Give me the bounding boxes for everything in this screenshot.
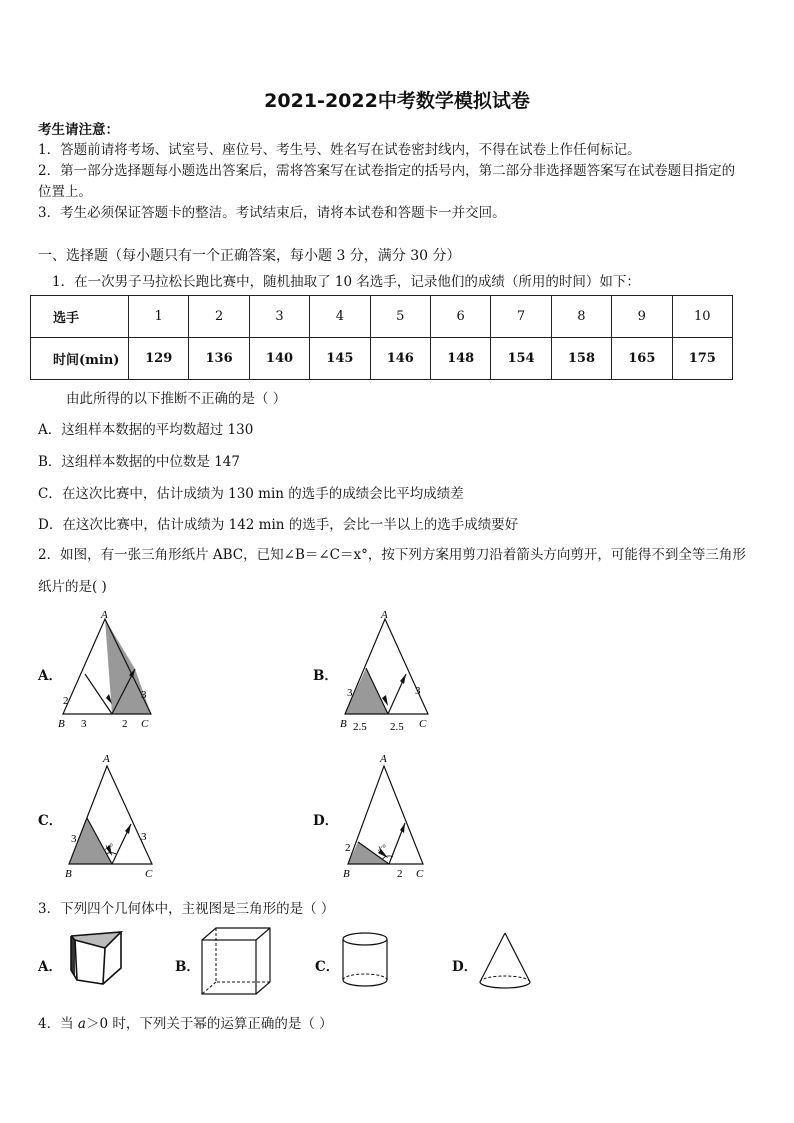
table-cell: 140: [249, 338, 309, 380]
q4-stem: [38, 1012, 333, 1032]
q2-figure-c: [55, 750, 165, 882]
notice-item-2-cont: 位置上。: [38, 184, 92, 200]
table-cell: 148: [430, 338, 490, 380]
length-label: 3: [141, 831, 147, 843]
table-cell: 165: [612, 338, 672, 380]
length-label: 3: [141, 689, 147, 701]
vertex-a-label: A: [101, 609, 108, 621]
table-cell: 175: [672, 338, 732, 380]
table-cell: 6: [430, 296, 490, 338]
angle-label: x°: [378, 843, 386, 853]
length-label: 2: [63, 695, 69, 707]
q1-option-a: A．这组样本数据的平均数超过 130: [38, 422, 254, 438]
table-cell: 8: [551, 296, 611, 338]
table-row: [31, 338, 733, 380]
table-cell: 3: [249, 296, 309, 338]
section-heading: 一、选择题（每小题只有一个正确答案，每小题 3 分，满分 30 分）: [38, 248, 461, 264]
table-cell: 5: [370, 296, 430, 338]
notice-item-2: 2．第一部分选择题每小题选出答案后，需将答案写在试卷指定的括号内，第二部分非选择题答案写在试卷题目指定的: [38, 163, 736, 179]
vertex-b-label: B: [343, 868, 350, 880]
length-label: 2: [122, 718, 128, 730]
vertex-c-label: C: [416, 868, 424, 880]
length-label: 3: [415, 685, 421, 697]
table-cell: 136: [189, 338, 249, 380]
length-label: 3: [81, 718, 87, 730]
table-header-cell: 时间(min): [31, 338, 129, 380]
q2-option-c-label: C．: [38, 813, 63, 829]
length-label: 2: [397, 868, 403, 880]
table-cell: 4: [310, 296, 370, 338]
notice-item-1: 1．答题前请将考场、试室号、座位号、考生号、姓名写在试卷密封线内，不得在试卷上作任何标记。: [38, 142, 641, 158]
notice-item-3: 3．考生必须保证答题卡的整洁。考试结束后，请将本试卷和答题卡一并交回。: [38, 205, 506, 221]
q2-figure-d: [338, 750, 448, 882]
length-label: 3: [71, 833, 77, 845]
q2-figure-b: [338, 606, 448, 741]
vertex-c-label: C: [145, 868, 153, 880]
vertex-c-label: C: [419, 718, 427, 730]
q3-option-b-label: B．: [175, 959, 200, 975]
vertex-b-label: B: [58, 718, 65, 730]
table-row: [31, 296, 733, 338]
table-cell: 2: [189, 296, 249, 338]
q3-option-a-label: A．: [38, 959, 62, 975]
length-label: 2.5: [353, 721, 367, 733]
table-cell: 7: [491, 296, 551, 338]
vertex-a-label: A: [380, 753, 387, 765]
vertex-b-label: B: [65, 868, 72, 880]
q1-stem: 1．在一次男子马拉松长跑比赛中，随机抽取了 10 名选手，记录他们的成绩（所用的时间）如下：: [52, 274, 640, 290]
table-cell: 10: [672, 296, 732, 338]
q3-option-d-label: D．: [452, 959, 478, 975]
q1-option-c: C．在这次比赛中，估计成绩为 130 min 的选手的成绩会比平均成绩差: [38, 486, 464, 502]
table-cell: 9: [612, 296, 672, 338]
q3-option-c-label: C．: [315, 959, 340, 975]
q3-prism-figure: [65, 928, 135, 990]
table-cell: 158: [551, 338, 611, 380]
q1-option-d: D．在这次比赛中，估计成绩为 142 min 的选手，会比一半以上的选手成绩要好: [38, 517, 519, 533]
q2-option-a-label: A．: [38, 668, 62, 684]
table-header-cell: 选手: [31, 296, 129, 338]
page-title: 2021-2022中考数学模拟试卷: [264, 90, 530, 112]
q2-stem-line2: 纸片的是( ): [38, 579, 107, 595]
table-cell: 129: [129, 338, 189, 380]
q3-cone-figure: [475, 930, 537, 992]
vertex-a-label: A: [381, 609, 388, 621]
notice-heading: 考生请注意：: [38, 122, 119, 138]
length-label: 3: [347, 687, 353, 699]
length-label: 2: [345, 842, 351, 854]
q2-stem-line1: 2．如图，有一张三角形纸片 ABC，已知∠B＝∠C＝x°，按下列方案用剪刀沿着箭头方向剪开，可能得不到全等三角形: [38, 547, 746, 563]
table-cell: 146: [370, 338, 430, 380]
vertex-c-label: C: [141, 718, 149, 730]
q2-figure-a: [55, 606, 165, 736]
q2-option-d-label: D．: [313, 813, 339, 829]
q3-stem: 3．下列四个几何体中，主视图是三角形的是（ ）: [38, 901, 335, 917]
q2-option-b-label: B．: [313, 668, 338, 684]
q4-stem-prefix: 4．当: [38, 1016, 78, 1032]
q4-stem-suffix: ＞0 时，下列关于幂的运算正确的是（ ）: [85, 1016, 333, 1032]
q1-data-table: [30, 295, 733, 380]
q1-option-b: B．这组样本数据的中位数是 147: [38, 454, 240, 470]
vertex-b-label: B: [340, 718, 347, 730]
vertex-a-label: A: [103, 753, 110, 765]
q3-cube-figure: [198, 926, 276, 998]
angle-label: x°: [105, 842, 113, 852]
table-cell: 1: [129, 296, 189, 338]
q4-variable: a: [77, 1016, 86, 1032]
length-label: 2.5: [390, 721, 404, 733]
q1-question: 由此所得的以下推断不正确的是（ ）: [66, 391, 287, 407]
table-cell: 145: [310, 338, 370, 380]
q3-cylinder-figure: [338, 930, 394, 992]
table-cell: 154: [491, 338, 551, 380]
